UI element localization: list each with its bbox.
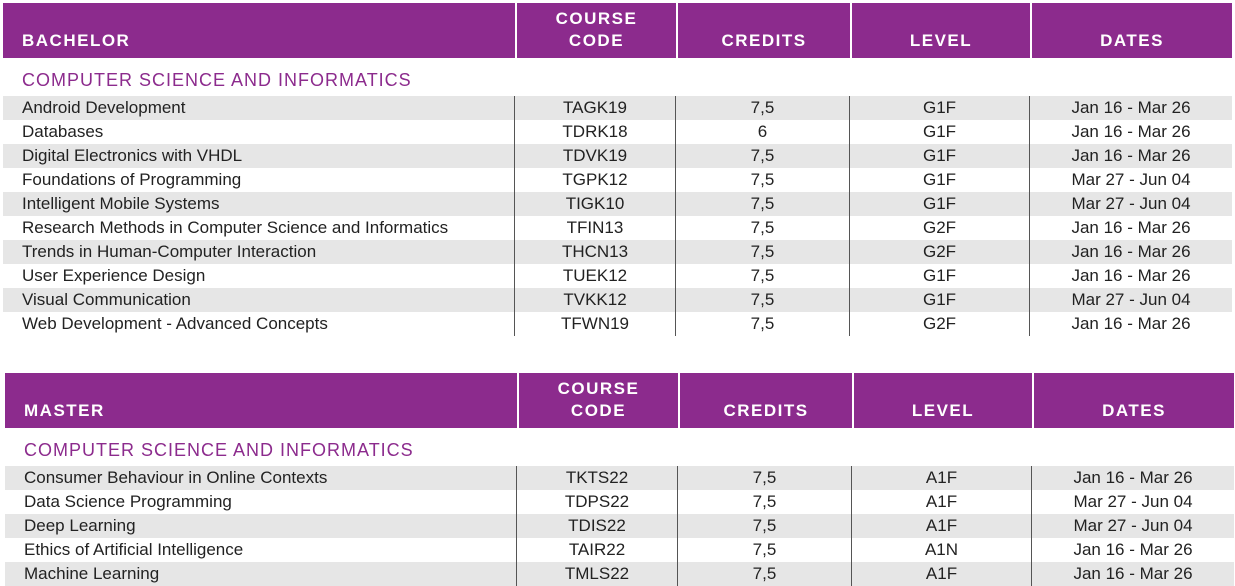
course-code-cell: TFIN13 [515, 216, 676, 240]
dates-cell: Jan 16 - Mar 26 [1071, 122, 1191, 141]
section-title: COMPUTER SCIENCE AND INFORMATICS [22, 69, 412, 90]
table-row [5, 466, 1234, 490]
course-name-cell: Visual Communication [3, 288, 515, 312]
level-cell: G1F [850, 288, 1030, 312]
header-credits: CREDITS [680, 373, 852, 428]
course-name-cell: Deep Learning [5, 514, 517, 538]
header-level: LEVEL [854, 373, 1032, 428]
course-name-cell: Digital Electronics with VHDL [3, 144, 515, 168]
table-row [3, 264, 1232, 288]
dates-cell: Jan 16 - Mar 26 [1073, 468, 1193, 487]
level-cell: G1F [850, 144, 1030, 168]
course-code-cell: TGPK12 [515, 168, 676, 192]
level-cell: G2F [850, 216, 1030, 240]
level-cell: G1F [850, 96, 1030, 120]
table-row [3, 192, 1232, 216]
course-name-cell: Trends in Human-Computer Interaction [3, 240, 515, 264]
header-level: LEVEL [852, 3, 1030, 58]
dates-cell: Jan 16 - Mar 26 [1073, 564, 1193, 583]
table-header [5, 373, 1234, 428]
level-cell: G1F [850, 264, 1030, 288]
section-title: COMPUTER SCIENCE AND INFORMATICS [24, 439, 414, 460]
course-code-cell: TDPS22 [517, 490, 678, 514]
course-name-cell: Ethics of Artificial Intelligence [5, 538, 517, 562]
course-name-cell: User Experience Design [3, 264, 515, 288]
table-row [5, 514, 1234, 538]
header-credits: CREDITS [678, 3, 850, 58]
credits-cell: 7,5 [678, 538, 852, 562]
table-row [3, 120, 1232, 144]
dates-cell: Jan 16 - Mar 26 [1071, 146, 1191, 165]
table-row [3, 168, 1232, 192]
course-code-cell: TDRK18 [515, 120, 676, 144]
course-code-cell: TVKK12 [515, 288, 676, 312]
course-name-cell: Foundations of Programming [3, 168, 515, 192]
level-cell: A1F [852, 514, 1032, 538]
course-name-cell: Web Development - Advanced Concepts [3, 312, 515, 336]
course-code-cell: TUEK12 [515, 264, 676, 288]
course-name-cell: Android Development [3, 96, 515, 120]
header-dates: DATES [1032, 3, 1232, 58]
level-cell: A1N [852, 538, 1032, 562]
table-header [3, 3, 1232, 58]
credits-cell: 7,5 [676, 288, 850, 312]
course-code-cell: TMLS22 [517, 562, 678, 586]
dates-cell: Mar 27 - Jun 04 [1073, 492, 1193, 511]
credits-cell: 7,5 [678, 490, 852, 514]
table-row [5, 538, 1234, 562]
level-cell: G1F [850, 120, 1030, 144]
dates-cell: Jan 16 - Mar 26 [1071, 314, 1191, 333]
dates-cell: Mar 27 - Jun 04 [1071, 290, 1191, 309]
table-row [3, 96, 1232, 120]
dates-cell: Mar 27 - Jun 04 [1071, 170, 1191, 189]
header-course-code: COURSE CODE [517, 3, 676, 58]
table-body [5, 466, 1234, 586]
table-row [3, 288, 1232, 312]
dates-cell: Jan 16 - Mar 26 [1071, 266, 1191, 285]
credits-cell: 7,5 [676, 192, 850, 216]
credits-cell: 7,5 [676, 264, 850, 288]
dates-cell: Mar 27 - Jun 04 [1073, 516, 1193, 535]
course-code-cell: TAGK19 [515, 96, 676, 120]
table-row [3, 216, 1232, 240]
dates-cell: Mar 27 - Jun 04 [1071, 194, 1191, 213]
table-row [5, 562, 1234, 586]
header-dates: DATES [1034, 373, 1234, 428]
credits-cell: 7,5 [676, 312, 850, 336]
course-code-cell: TFWN19 [515, 312, 676, 336]
table-body [3, 96, 1232, 336]
bachelor-table [3, 3, 1232, 336]
course-code-cell: THCN13 [515, 240, 676, 264]
course-name-cell: Data Science Programming [5, 490, 517, 514]
header-program: BACHELOR [3, 3, 515, 58]
table-row [3, 240, 1232, 264]
level-cell: G2F [850, 312, 1030, 336]
course-name-cell: Machine Learning [5, 562, 517, 586]
credits-cell: 7,5 [678, 466, 852, 490]
course-name-cell: Intelligent Mobile Systems [3, 192, 515, 216]
header-course-code: COURSE CODE [519, 373, 678, 428]
table-row [3, 144, 1232, 168]
level-cell: A1F [852, 490, 1032, 514]
credits-cell: 7,5 [676, 216, 850, 240]
dates-cell: Jan 16 - Mar 26 [1071, 98, 1191, 117]
header-program: MASTER [5, 373, 517, 428]
course-name-cell: Research Methods in Computer Science and Informatics [3, 216, 515, 240]
dates-cell: Jan 16 - Mar 26 [1073, 540, 1193, 559]
credits-cell: 7,5 [676, 240, 850, 264]
credits-cell: 7,5 [678, 514, 852, 538]
course-code-cell: TKTS22 [517, 466, 678, 490]
level-cell: G1F [850, 168, 1030, 192]
credits-cell: 7,5 [676, 96, 850, 120]
table-row [3, 312, 1232, 336]
credits-cell: 7,5 [678, 562, 852, 586]
master-table [5, 373, 1234, 586]
credits-cell: 7,5 [676, 168, 850, 192]
table-row [5, 490, 1234, 514]
course-name-cell: Consumer Behaviour in Online Contexts [5, 466, 517, 490]
course-code-cell: TDIS22 [517, 514, 678, 538]
level-cell: G1F [850, 192, 1030, 216]
course-code-cell: TDVK19 [515, 144, 676, 168]
course-name-cell: Databases [3, 120, 515, 144]
level-cell: A1F [852, 562, 1032, 586]
dates-cell: Jan 16 - Mar 26 [1071, 218, 1191, 237]
dates-cell: Jan 16 - Mar 26 [1071, 242, 1191, 261]
level-cell: G2F [850, 240, 1030, 264]
credits-cell: 6 [676, 120, 850, 144]
course-code-cell: TIGK10 [515, 192, 676, 216]
credits-cell: 7,5 [676, 144, 850, 168]
level-cell: A1F [852, 466, 1032, 490]
course-code-cell: TAIR22 [517, 538, 678, 562]
